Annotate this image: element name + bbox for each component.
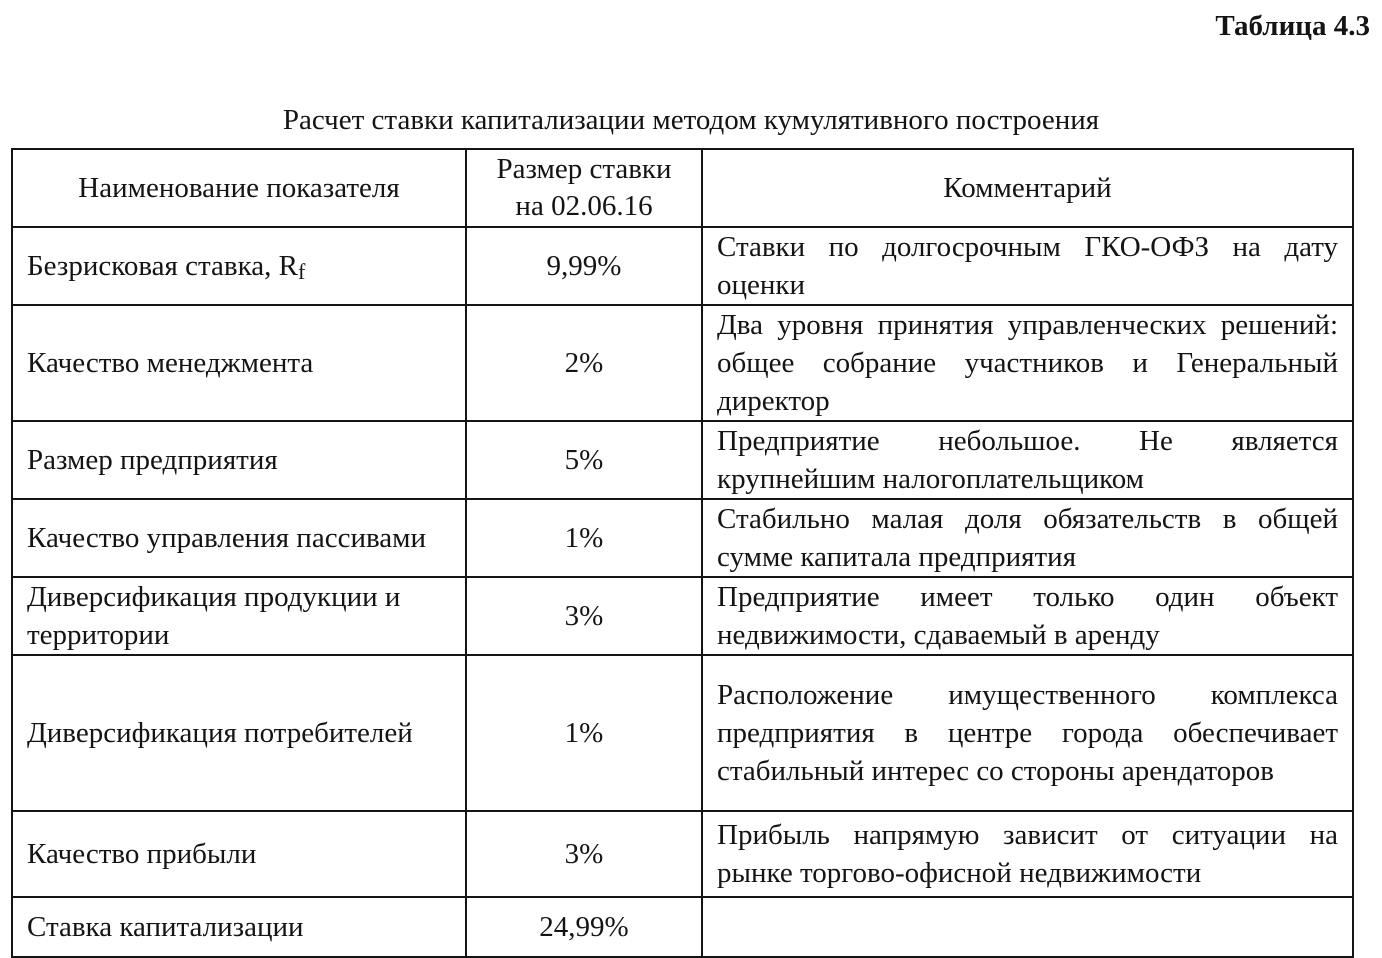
rate-value: 2% [466, 305, 702, 421]
table-row [12, 655, 1353, 811]
table-row [12, 811, 1353, 897]
header-rate-line1: Размер ставки [496, 153, 672, 185]
table-row [12, 305, 1353, 421]
comment-text: Ставки по долгосрочным ГКО-ОФЗ на дату оценки [702, 227, 1353, 305]
table-title: Расчет ставки капитализации методом кумулятивного построения [282, 104, 1100, 136]
total-row [12, 897, 1353, 957]
header-comment: Комментарий [702, 149, 1353, 227]
table-row [12, 227, 1353, 305]
indicator-name: Диверсификация потребителей [12, 655, 466, 811]
table-row [12, 421, 1353, 499]
total-rate-value: 24,99% [466, 897, 702, 957]
rate-value: 3% [466, 811, 702, 897]
comment-text: Стабильно малая доля обязательств в общей сумме капитала предприятия [702, 499, 1353, 577]
comment-text: Два уровня принятия управленческих решений: общее собрание участников и Генеральный директор [702, 305, 1353, 421]
rate-value: 3% [466, 577, 702, 655]
total-comment [702, 897, 1353, 957]
comment-text: Расположение имущественного комплекса предприятия в центре города обеспечивает стабильный интерес со стороны арендаторов [702, 655, 1353, 811]
rate-value: 5% [466, 421, 702, 499]
rate-value: 1% [466, 499, 702, 577]
comment-text: Предприятие небольшое. Не является крупнейшим налогоплательщиком [702, 421, 1353, 499]
table-number: Таблица 4.3 [1215, 10, 1370, 42]
indicator-name-cell [12, 227, 466, 305]
indicator-name: Качество менеджмента [12, 305, 466, 421]
table-row [12, 499, 1353, 577]
header-indicator-name: Наименование показателя [12, 149, 466, 227]
rate-value: 1% [466, 655, 702, 811]
capitalization-rate-table [11, 148, 1354, 958]
header-rate-size [466, 149, 702, 227]
header-row [12, 149, 1353, 227]
rate-value: 9,99% [466, 227, 702, 305]
total-name: Ставка капитализации [12, 897, 466, 957]
comment-text: Прибыль напрямую зависит от ситуации на рынке торгово-офисной недвижимости [702, 811, 1353, 897]
indicator-name: Размер предприятия [12, 421, 466, 499]
comment-text: Предприятие имеет только один объект недвижимости, сдаваемый в аренду [702, 577, 1353, 655]
indicator-name: Качество управления пассивами [12, 499, 466, 577]
header-rate-line2: на 02.06.16 [515, 190, 653, 222]
indicator-name: Безрисковая ставка, R [27, 250, 298, 282]
indicator-name-subscript: f [297, 259, 306, 284]
indicator-name: Качество прибыли [12, 811, 466, 897]
table-row [12, 577, 1353, 655]
indicator-name: Диверсификация продукции и территории [12, 577, 466, 655]
